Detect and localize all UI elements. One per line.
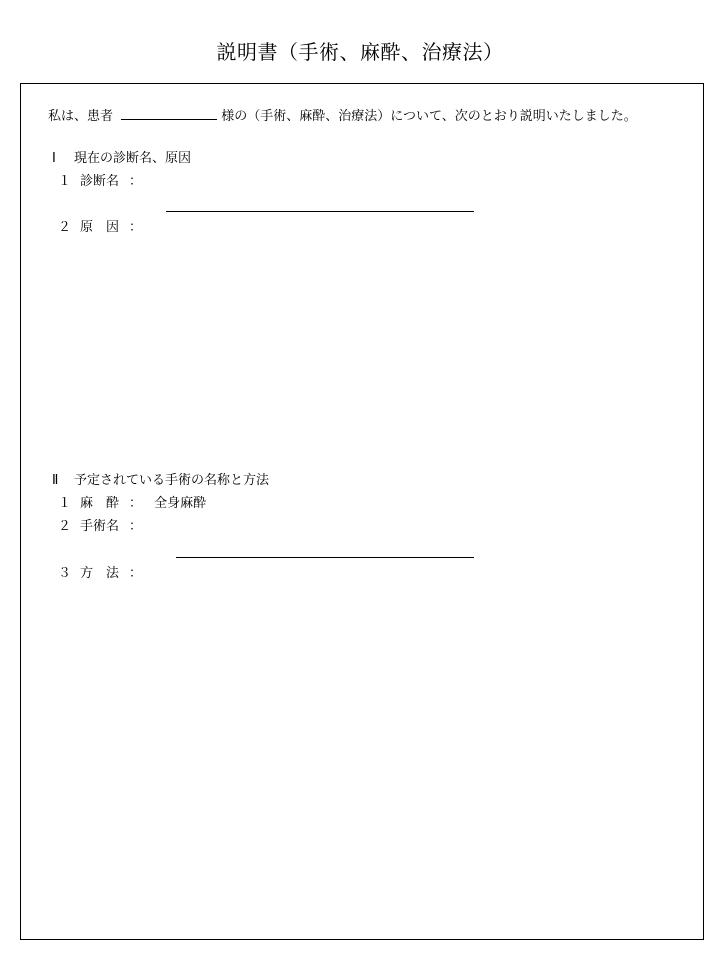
- document-title: 説明書（手術、麻酔、治療法）: [216, 40, 504, 64]
- cause-row: [58, 220, 142, 236]
- colon: ：: [129, 519, 143, 534]
- section-1-title: 現在の診断名、原因: [74, 151, 192, 166]
- section-2-title: 予定されている手術の名称と方法: [74, 473, 270, 488]
- anesthesia-label: 麻 酔: [80, 496, 120, 511]
- section-1-numeral: Ⅰ: [52, 151, 56, 166]
- intro-suffix: 様の（手術、麻酔、治療法）について、次のとおり説明いたしました。: [221, 109, 637, 124]
- anesthesia-row: [58, 496, 206, 512]
- section-2-numeral: Ⅱ: [52, 473, 59, 488]
- diagnosis-label: 診断名: [80, 174, 120, 189]
- diagnosis-row: [58, 174, 142, 190]
- diagnosis-underline[interactable]: [166, 211, 474, 212]
- anesthesia-value: 全身麻酔: [154, 496, 207, 511]
- colon: ：: [129, 220, 143, 235]
- section-1-heading: [52, 151, 191, 167]
- colon: ：: [129, 496, 143, 511]
- item-number: １: [58, 496, 72, 511]
- procedure-name-label: 手術名: [80, 519, 120, 534]
- item-number: ３: [58, 566, 72, 581]
- item-number: １: [58, 174, 72, 189]
- procedure-name-underline[interactable]: [176, 557, 474, 558]
- intro-statement: [48, 106, 637, 125]
- section-2-heading: [52, 473, 269, 489]
- patient-name-blank[interactable]: [121, 106, 217, 120]
- procedure-name-row: [58, 519, 142, 535]
- method-row: [58, 566, 142, 582]
- colon: ：: [129, 174, 143, 189]
- item-number: ２: [58, 519, 72, 534]
- document-frame: [20, 83, 704, 940]
- cause-label: 原 因: [80, 220, 120, 235]
- item-number: ２: [58, 220, 72, 235]
- colon: ：: [129, 566, 143, 581]
- method-label: 方 法: [80, 566, 120, 581]
- intro-prefix: 私は、患者: [48, 109, 114, 124]
